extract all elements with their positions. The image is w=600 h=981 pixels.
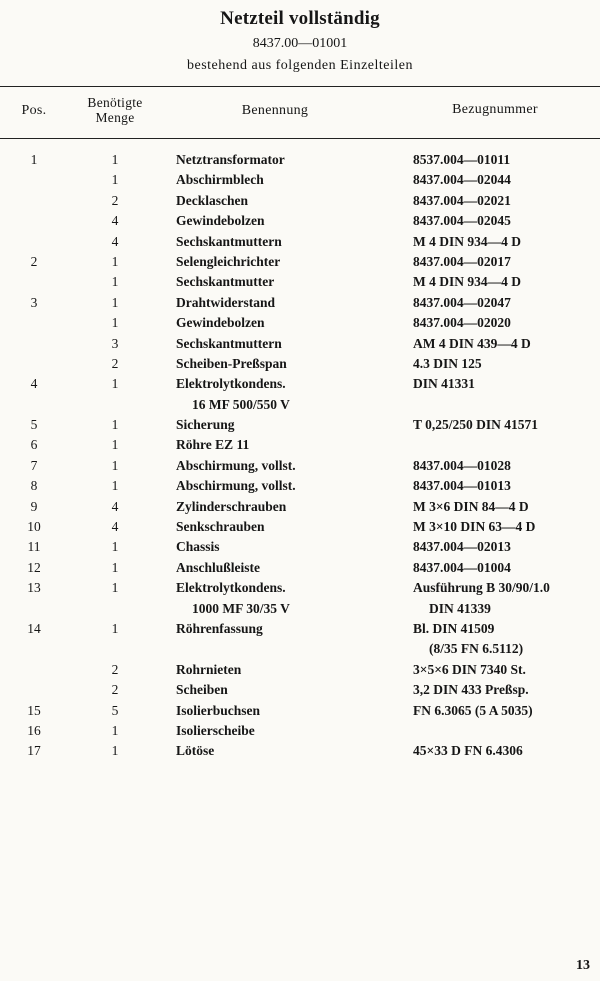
column-header-pos: Pos.	[21, 103, 47, 118]
table-row	[0, 619, 600, 660]
cell-ref	[413, 211, 598, 231]
cell-qty: 1	[111, 253, 119, 269]
cell-ref	[413, 619, 598, 660]
cell-name-line1: Scheiben-Preßspan	[176, 355, 287, 371]
cell-ref-line1: 8437.004—01028	[413, 457, 511, 473]
cell-qty: 1	[111, 172, 119, 188]
cell-ref-line1: M 4 DIN 934—4 D	[413, 274, 521, 290]
cell-ref	[413, 456, 598, 476]
cell-ref-line1: M 4 DIN 934—4 D	[413, 233, 521, 249]
cell-name-line1: Drahtwiderstand	[176, 294, 276, 310]
column-header-qty-line2: Menge	[95, 110, 135, 125]
cell-ref-line2: DIN 41339	[429, 600, 491, 616]
cell-ref-line1: M 3×10 DIN 63—4 D	[413, 519, 536, 535]
cell-name	[176, 537, 406, 557]
cell-ref-line1: 8437.004—02017	[413, 253, 511, 269]
cell-ref	[413, 170, 598, 190]
cell-qty: 1	[111, 294, 119, 310]
cell-ref-line1: M 3×6 DIN 84—4 D	[413, 498, 529, 514]
cell-name-line1: Rohrnieten	[176, 661, 242, 677]
cell-name-line1: Netztransformator	[176, 152, 285, 167]
cell-ref-line1: 8437.004—02045	[413, 213, 511, 229]
cell-qty: 1	[111, 152, 119, 167]
table-row	[0, 293, 600, 313]
cell-qty: 1	[111, 417, 119, 433]
table-row	[0, 150, 600, 170]
cell-pos: 7	[30, 457, 38, 473]
cell-name	[176, 313, 406, 333]
cell-name-line1: Chassis	[176, 539, 220, 555]
cell-pos: 6	[30, 437, 38, 453]
parts-table-body	[0, 150, 600, 762]
cell-name	[176, 558, 406, 578]
cell-name	[176, 721, 406, 741]
cell-name	[176, 435, 406, 455]
cell-ref	[413, 578, 598, 619]
cell-name	[176, 680, 406, 700]
cell-ref	[413, 517, 598, 537]
cell-name-line1: Isolierscheibe	[176, 722, 255, 738]
cell-ref	[413, 558, 598, 578]
cell-name	[176, 293, 406, 313]
cell-name-line1: Abschirmblech	[176, 172, 264, 188]
cell-ref	[413, 354, 598, 374]
cell-qty: 3	[111, 335, 119, 351]
document-title: Netzteil vollständig	[220, 8, 380, 29]
cell-name	[176, 252, 406, 272]
cell-pos: 11	[27, 539, 41, 555]
cell-name	[176, 701, 406, 721]
cell-name-line1: Röhre EZ 11	[176, 437, 250, 453]
cell-name	[176, 232, 406, 252]
cell-ref-line1: 8437.004—02020	[413, 315, 511, 331]
cell-ref-line1: 3×5×6 DIN 7340 St.	[413, 661, 526, 677]
cell-ref-line1: 8437.004—02047	[413, 294, 511, 310]
cell-qty: 4	[111, 498, 119, 514]
cell-pos: 12	[27, 559, 41, 575]
cell-name-line1: Scheiben	[176, 682, 228, 698]
cell-name-line1: Anschlußleiste	[176, 559, 261, 575]
column-header-qty	[78, 95, 152, 125]
cell-ref	[413, 741, 598, 761]
cell-name	[176, 170, 406, 190]
cell-ref-line1: 8437.004—02013	[413, 539, 511, 555]
table-row	[0, 313, 600, 333]
cell-qty: 1	[111, 478, 119, 494]
cell-ref-line1: 8437.004—02044	[413, 172, 511, 188]
cell-name-line1: Lötöse	[176, 743, 215, 759]
cell-qty: 2	[111, 682, 119, 698]
table-row	[0, 701, 600, 721]
table-row	[0, 476, 600, 496]
cell-pos: 5	[30, 417, 38, 433]
cell-pos: 9	[30, 498, 38, 514]
cell-ref-line1: AM 4 DIN 439—4 D	[413, 335, 531, 351]
cell-ref	[413, 537, 598, 557]
cell-name-line1: Röhrenfassung	[176, 621, 263, 637]
cell-name-line1: Gewindebolzen	[176, 213, 265, 229]
cell-qty: 1	[111, 437, 119, 453]
table-row	[0, 435, 600, 455]
table-header-rule	[0, 138, 600, 139]
table-row	[0, 497, 600, 517]
table-header	[0, 86, 600, 138]
cell-pos: 15	[27, 702, 41, 718]
table-row	[0, 558, 600, 578]
cell-name	[176, 741, 406, 761]
cell-qty: 4	[111, 213, 119, 229]
cell-ref	[413, 232, 598, 252]
column-header-qty-line1: Benötigte	[87, 95, 143, 110]
cell-name-line1: Selengleichrichter	[176, 253, 281, 269]
cell-name-line1: Abschirmung, vollst.	[176, 457, 296, 473]
cell-pos: 10	[27, 519, 41, 535]
cell-name-line2: 1000 MF 30/35 V	[192, 600, 290, 616]
cell-qty: 2	[111, 192, 119, 208]
cell-name-line1: Elektrolytkondens.	[176, 580, 286, 596]
cell-name	[176, 191, 406, 211]
cell-ref-line1: Bl. DIN 41509	[413, 621, 495, 637]
cell-qty: 1	[111, 743, 119, 759]
table-row	[0, 374, 600, 415]
cell-ref-line1: Ausführung B 30/90/1.0	[413, 580, 550, 596]
cell-name-line1: Senkschrauben	[176, 519, 265, 535]
cell-name-line1: Abschirmung, vollst.	[176, 478, 296, 494]
cell-ref-line2: DIN 41331	[413, 376, 475, 392]
table-row	[0, 578, 600, 619]
cell-ref	[413, 415, 598, 435]
assembly-part-number: 8437.00—01001	[252, 36, 348, 51]
document-subtitle: bestehend aus folgenden Einzelteilen	[187, 58, 413, 73]
cell-pos: 16	[27, 722, 41, 738]
cell-ref-line1: T 0,25/250 DIN 41571	[413, 417, 539, 433]
cell-qty: 1	[111, 722, 119, 738]
cell-qty: 2	[111, 355, 119, 371]
cell-qty: 1	[111, 457, 119, 473]
cell-pos: 2	[30, 253, 38, 269]
table-row	[0, 354, 600, 374]
cell-name	[176, 211, 406, 231]
cell-ref-line1: 3,2 DIN 433 Preßsp.	[413, 682, 529, 698]
table-row	[0, 170, 600, 190]
cell-name-line1: Gewindebolzen	[176, 315, 265, 331]
cell-pos: 13	[27, 580, 41, 596]
table-row	[0, 721, 600, 741]
table-row	[0, 334, 600, 354]
cell-name	[176, 578, 406, 619]
table-row	[0, 537, 600, 557]
cell-pos: 17	[27, 743, 41, 759]
table-row	[0, 252, 600, 272]
cell-name-line1: Sechskantmuttern	[176, 335, 282, 351]
cell-qty: 2	[111, 661, 119, 677]
cell-qty: 4	[111, 519, 119, 535]
table-row	[0, 680, 600, 700]
table-row	[0, 660, 600, 680]
cell-ref-line1: 8437.004—01013	[413, 478, 511, 494]
table-row	[0, 211, 600, 231]
table-row	[0, 415, 600, 435]
cell-ref-line1: FN 6.3065 (5 A 5035)	[413, 702, 533, 718]
cell-name	[176, 374, 406, 415]
cell-name-line1: Decklaschen	[176, 192, 248, 208]
cell-name	[176, 456, 406, 476]
cell-name	[176, 517, 406, 537]
cell-name-line1: Sicherung	[176, 417, 235, 433]
cell-pos: 1	[30, 152, 38, 167]
cell-qty: 1	[111, 539, 119, 555]
cell-pos: 3	[30, 294, 38, 310]
cell-pos: 8	[30, 478, 38, 494]
table-row	[0, 232, 600, 252]
cell-name-line1: Isolierbuchsen	[176, 702, 261, 718]
cell-name-line1: Sechskantmutter	[176, 274, 275, 290]
cell-ref	[413, 334, 598, 354]
cell-name-line1: Zylinderschrauben	[176, 498, 287, 514]
table-row	[0, 456, 600, 476]
cell-ref	[413, 680, 598, 700]
cell-pos: 14	[27, 621, 41, 637]
cell-name	[176, 660, 406, 680]
cell-name-line1: Elektrolytkondens.	[176, 376, 286, 392]
column-header-ref: Bezugnummer	[452, 102, 538, 117]
cell-qty: 1	[111, 315, 119, 331]
cell-ref	[413, 252, 598, 272]
cell-ref	[413, 660, 598, 680]
cell-ref-line1: 45×33 D FN 6.4306	[413, 743, 523, 759]
cell-ref	[413, 476, 598, 496]
cell-qty: 4	[111, 233, 119, 249]
cell-ref-line1: 4.3 DIN 125	[413, 355, 482, 371]
cell-name-line1: Sechskantmuttern	[176, 233, 282, 249]
cell-ref	[413, 272, 598, 292]
cell-ref	[413, 313, 598, 333]
cell-name	[176, 334, 406, 354]
cell-name	[176, 619, 406, 639]
cell-name	[176, 497, 406, 517]
cell-qty: 1	[111, 274, 119, 290]
cell-name	[176, 150, 406, 170]
column-header-name: Benennung	[241, 103, 309, 118]
cell-qty: 5	[111, 702, 119, 718]
cell-qty: 1	[111, 621, 119, 637]
cell-ref	[413, 701, 598, 721]
page-number: 13	[576, 958, 590, 973]
table-row	[0, 517, 600, 537]
cell-name	[176, 415, 406, 435]
cell-ref-line1: 8537.004—01011	[413, 152, 511, 167]
cell-ref-line1: 8437.004—02021	[413, 192, 511, 208]
cell-name-line2: 16 MF 500/550 V	[192, 396, 290, 412]
cell-qty: 1	[111, 580, 119, 596]
table-row	[0, 272, 600, 292]
table-row	[0, 741, 600, 761]
cell-ref	[413, 150, 598, 170]
cell-name	[176, 354, 406, 374]
cell-name	[176, 272, 406, 292]
cell-name	[176, 476, 406, 496]
cell-ref	[413, 293, 598, 313]
cell-ref	[413, 191, 598, 211]
cell-ref-line2: (8/35 FN 6.5112)	[429, 641, 524, 657]
table-row	[0, 191, 600, 211]
cell-ref-line1: 8437.004—01004	[413, 559, 511, 575]
cell-ref	[413, 374, 598, 394]
cell-pos: 4	[30, 376, 38, 392]
cell-qty: 1	[111, 559, 119, 575]
cell-qty: 1	[111, 376, 119, 392]
cell-ref	[413, 497, 598, 517]
